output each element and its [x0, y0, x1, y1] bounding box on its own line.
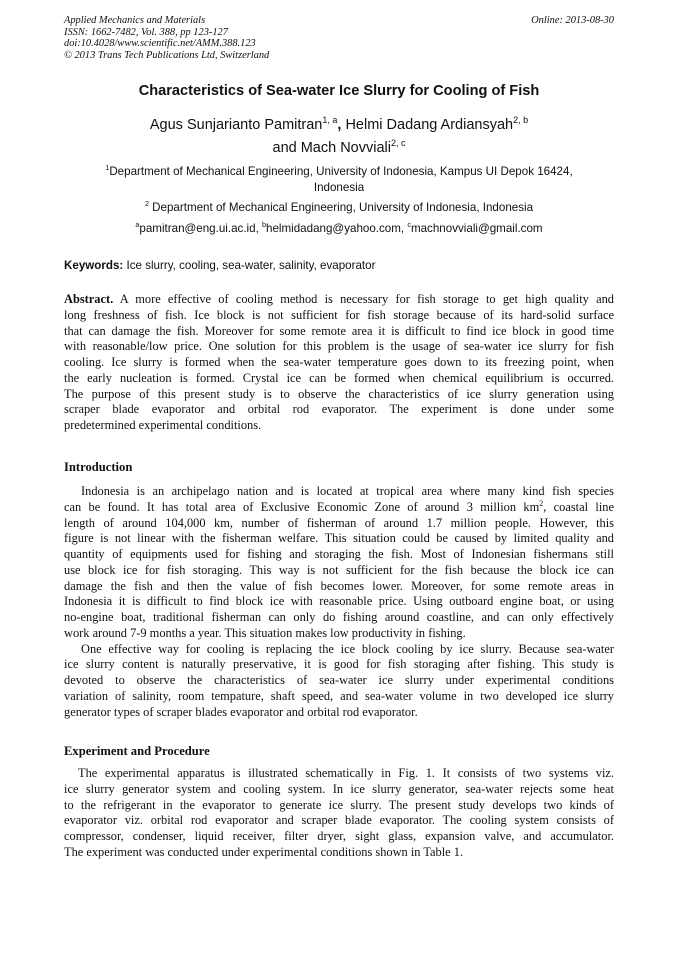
online-date: Online: 2013-08-30 — [531, 15, 614, 26]
paragraph-line: The experiment was conducted under experimental conditions shown in Table 1. — [64, 844, 464, 859]
author-name: and Mach Novviali — [272, 140, 391, 156]
email-b: helmidadang@yahoo.com, — [266, 222, 408, 235]
email-sup: b — [262, 220, 267, 229]
abstract-line: predetermined experimental conditions. — [64, 418, 262, 432]
author-emails — [64, 221, 614, 237]
paragraph-line: The experimental apparatus is illustrated schematically in Fig. 1. It consists of two systems viz. — [78, 766, 614, 780]
paragraph-line — [64, 500, 614, 516]
paragraph-line: generator types of scraper blades evaporator and orbital rod evaporator. — [64, 704, 418, 719]
section-heading-experiment: Experiment and Procedure — [64, 744, 210, 758]
email-sup: a — [135, 220, 140, 229]
paper-title: Characteristics of Sea-water Ice Slurry for Cooling of Fish — [138, 83, 540, 99]
author-line-2 — [64, 137, 614, 160]
paragraph-line: Indonesia it is difficult to find block ice with reasonable price. Using outboard engine boat, or using — [64, 594, 614, 609]
keywords-text: Ice slurry, cooling, sea-water, salinity, evaporator — [123, 259, 376, 272]
abstract-line: that can damage the fish. Moreover for some remote area it is difficult to find ice block in good time — [64, 323, 614, 338]
author-affil-sup: 2, c — [390, 138, 406, 148]
affiliation-text: Department of Mechanical Engineering, University of Indonesia, Indonesia — [148, 201, 534, 214]
paragraph-line: One effective way for cooling is replacing the ice block cooling by ice slurry. Because sea-water — [81, 641, 614, 656]
paragraph-line: figure is not linear with the fisherman welfare. This situation could be caused by limited quality and — [64, 531, 614, 546]
superscript: 2 — [539, 498, 544, 508]
paragraph-line: ice slurry content is naturally preservative, it is good for fish storaging after fishing. This study is — [64, 657, 614, 672]
paragraph-line: ice slurry generator system and cooling system. In ice slurry generator, sea-water rejects some heat — [64, 781, 614, 796]
email-sup: c — [407, 220, 411, 229]
abstract-line: with reasonable/low price. One solution for this problem is the usage of sea-water ice slurry for fish — [64, 339, 614, 354]
author-separator: , — [337, 117, 346, 133]
keywords-label: Keywords: — [64, 259, 124, 272]
copyright-line: © 2013 Trans Tech Publications Ltd, Switzerland — [64, 49, 270, 61]
abstract — [64, 292, 614, 434]
affiliation-1-line-2: Indonesia — [313, 180, 365, 194]
paragraph-line: Indonesia is an archipelago nation and is located at tropical area where many kind fish species — [81, 484, 614, 498]
doi-line: doi:10.4028/www.scientific.net/AMM.388.123 — [64, 38, 256, 50]
author-name: Helmi Dadang Ardiansyah — [345, 117, 514, 133]
paragraph-line-text: can be found. It has total area of Exclusive Economic Zone of around 3 million km — [64, 499, 540, 514]
paragraph-line: evaporator viz. orbital rod evaporator and scraper blade evaporator. The cooling system consists of — [64, 813, 614, 828]
abstract-label: Abstract. — [64, 292, 114, 306]
affiliation-sup: 2 — [144, 199, 149, 208]
author-line-1 — [64, 114, 614, 137]
paragraph-line: devoted to observe the characteristics of sea-water ice slurry under experimental conditions — [64, 673, 614, 687]
paragraph-line: work around 7-9 months a year. This situation makes low productivity in fishing. — [64, 625, 466, 640]
keywords — [64, 258, 624, 273]
affiliation-1 — [64, 164, 614, 195]
paragraph-line: no-engine boat, traditional fisherman can only do fishing around coastline, and can only effectively — [64, 610, 614, 624]
affiliation-text: Department of Mechanical Engineering, University of Indonesia, Kampus UI Depok 16424, — [109, 165, 573, 178]
abstract-line: The purpose of this present study is to observe the characteristics of ice slurry generation using — [64, 386, 614, 401]
paragraph-line: length of around 104,000 km, number of fisherman of around 1.7 million people. However, this — [64, 515, 614, 530]
section-heading-introduction: Introduction — [64, 460, 133, 474]
issn-line: ISSN: 1662-7482, Vol. 388, pp 123-127 — [64, 26, 228, 38]
email-c: machnovviali@gmail.com — [410, 222, 543, 235]
introduction-body — [64, 484, 614, 720]
affiliation-1-line-1 — [64, 164, 614, 180]
paragraph-line: damage the fish and then the value of fish becomes lower. Moreover, for some remote areas in — [64, 578, 614, 593]
affiliation-2 — [64, 200, 614, 216]
abstract-line-text: A more effective of cooling method is necessary for fish storage to get high quality and — [113, 292, 614, 306]
journal-name: Applied Mechanics and Materials — [64, 15, 206, 26]
paragraph-line: quantity of equipments used for fishing and storaging the fish. Most of Indonesian fishermans still — [64, 547, 614, 561]
journal-header — [64, 15, 464, 61]
abstract-line: long freshness of fish. Ice block is not sufficient for fish storage because of its hard-solid surface — [64, 307, 614, 322]
paragraph-line-text: , coastal line — [543, 499, 614, 514]
abstract-line: scraper blade evaporator and orbital rod evaporator. The experiment is done under some — [64, 402, 614, 417]
author-affil-sup: 2, b — [513, 115, 529, 125]
abstract-line — [64, 292, 614, 308]
experiment-body — [64, 766, 614, 861]
paragraph-line: to the refrigerant in the evaporator to generate ice slurry. The present study develops two kinds of — [64, 797, 614, 812]
paragraph-line: compressor, condenser, liquid receiver, filter dryer, sight glass, expansion valve, and accumulator. — [64, 829, 614, 843]
paragraph-line: use block ice for fish storaging. This way is not sufficient for the fish because the block ice can — [64, 562, 614, 577]
author-name: Agus Sunjarianto Pamitran — [149, 117, 323, 133]
paragraph-line: variation of salinity, room tempature, shaft speed, and sea-water volume in two developed ice slurry — [64, 688, 614, 703]
affiliation-sup: 1 — [105, 163, 110, 172]
abstract-line: the early nucleation is formed. Crystal ice can be formed when chemical equilibrium is occurred. — [64, 370, 614, 385]
author-affil-sup: 1, a — [322, 115, 338, 125]
abstract-line: cooling. Ice slurry is formed when the sea-water temperature goes down to its freezing point, when — [64, 355, 614, 369]
author-list — [64, 114, 614, 160]
email-a: pamitran@eng.ui.ac.id, — [139, 222, 263, 235]
